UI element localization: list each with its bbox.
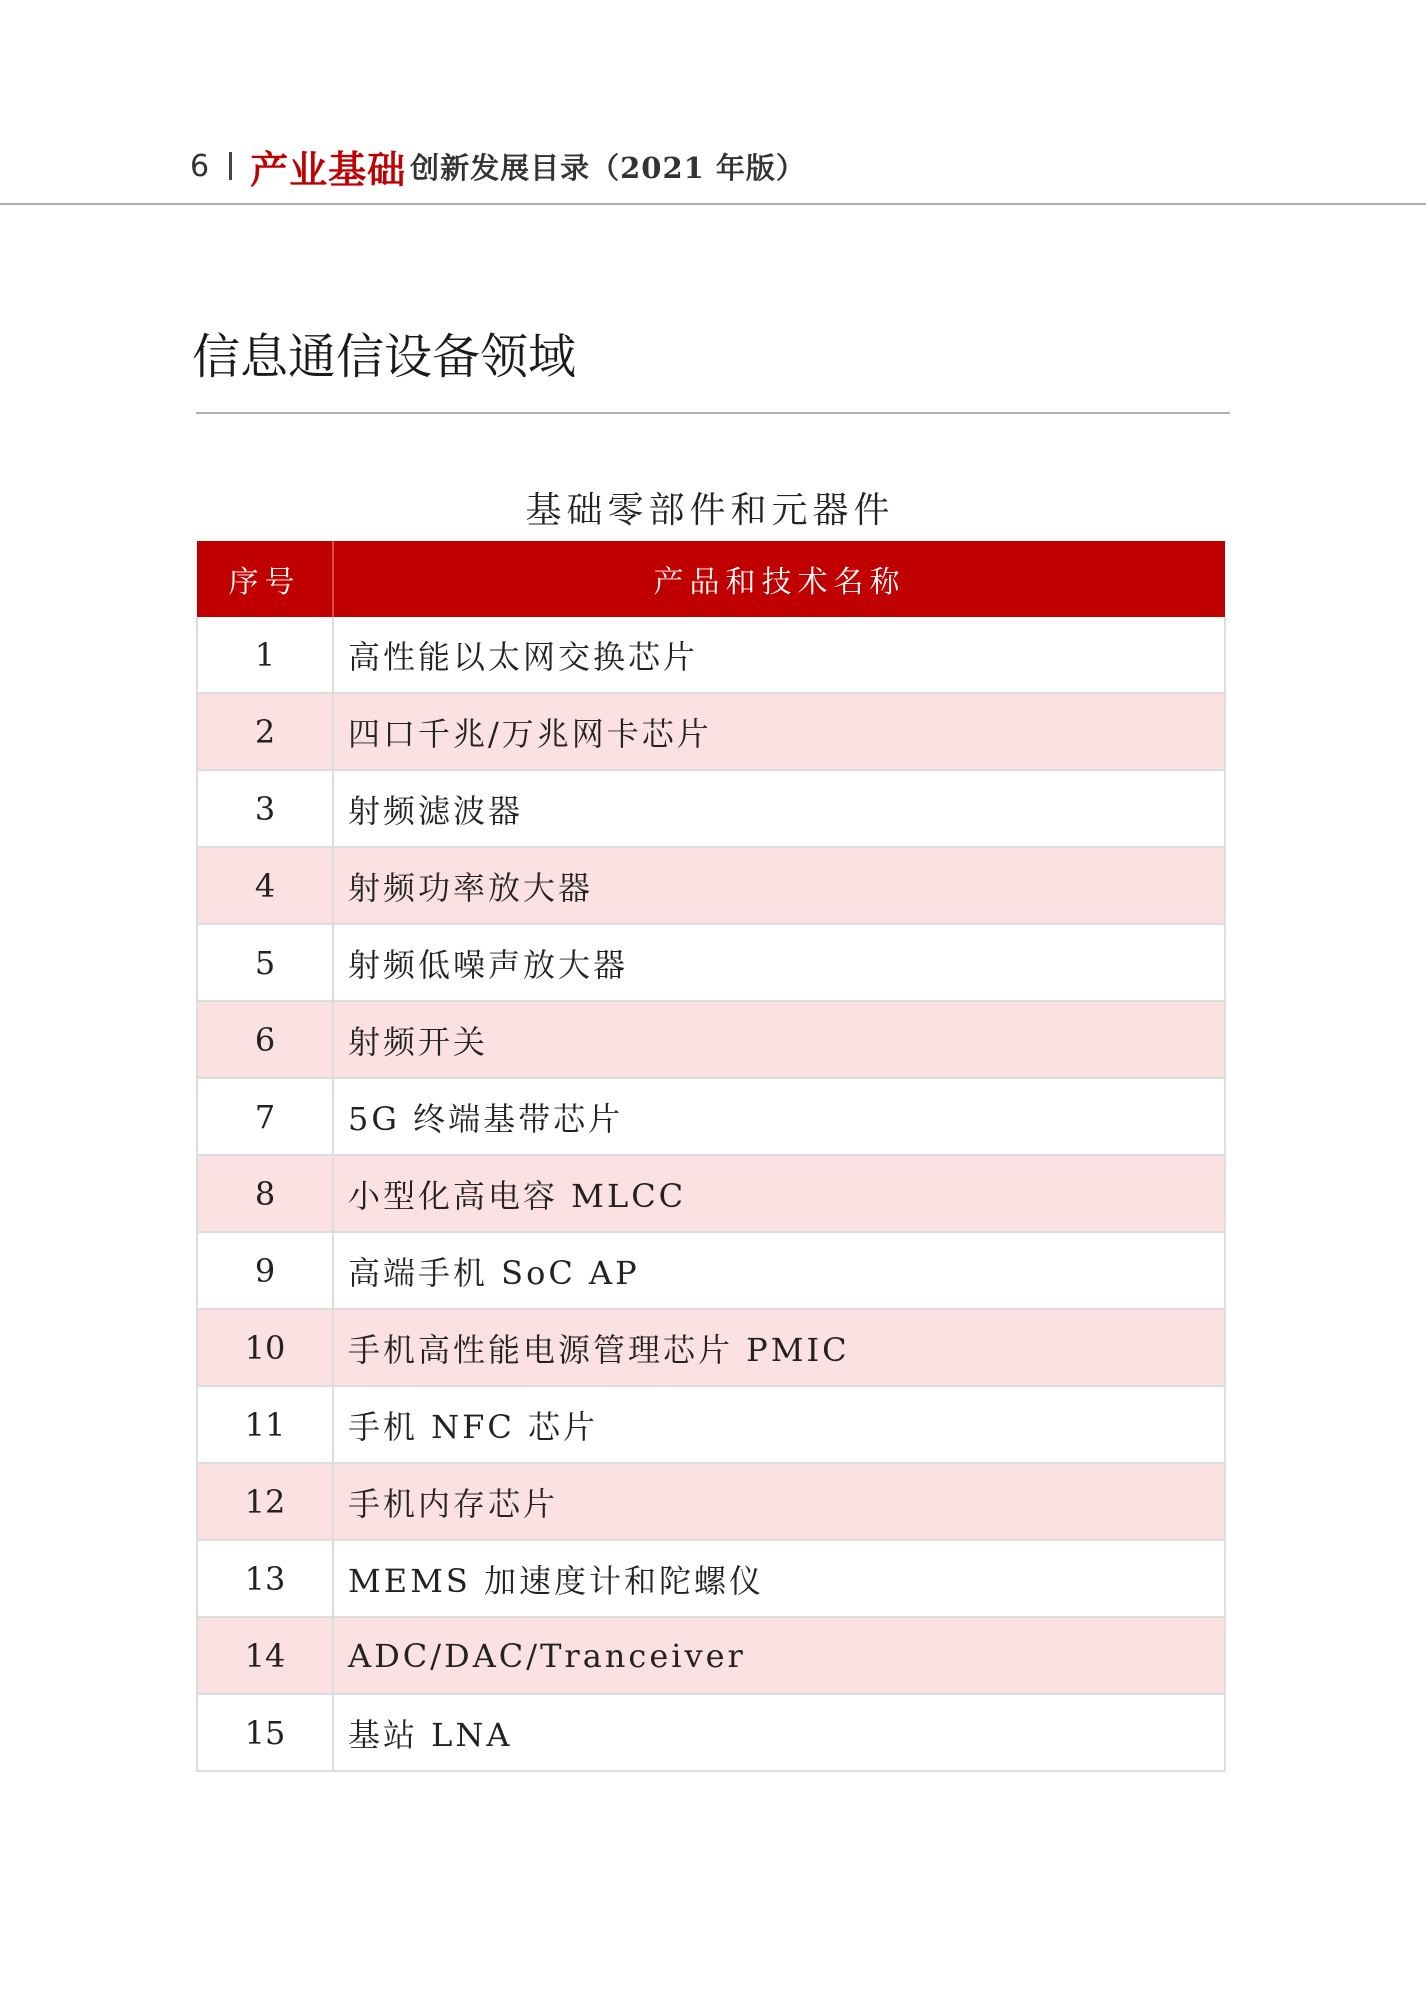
row-name: 射频低噪声放大器 — [333, 924, 1225, 1001]
row-number: 5 — [197, 924, 333, 1001]
row-number: 11 — [197, 1386, 333, 1463]
row-number: 6 — [197, 1001, 333, 1078]
row-name: 射频开关 — [333, 1001, 1225, 1078]
row-name: 基站 LNA — [333, 1694, 1225, 1771]
row-name: MEMS 加速度计和陀螺仪 — [333, 1540, 1225, 1617]
header-title-rest: 创新发展目录（2021 年版） — [410, 150, 806, 185]
row-name: 手机 NFC 芯片 — [333, 1386, 1225, 1463]
table-row — [197, 1309, 1225, 1386]
row-name: 四口千兆/万兆网卡芯片 — [333, 693, 1225, 770]
table-row — [197, 1617, 1225, 1694]
header-divider — [229, 152, 232, 180]
table-row — [197, 1386, 1225, 1463]
row-number: 9 — [197, 1232, 333, 1309]
row-name: 高端手机 SoC AP — [333, 1232, 1225, 1309]
row-name: 5G 终端基带芯片 — [333, 1078, 1225, 1155]
table-row — [197, 1463, 1225, 1540]
row-name: ADC/DAC/Tranceiver — [333, 1617, 1225, 1694]
row-number: 10 — [197, 1309, 333, 1386]
row-number: 7 — [197, 1078, 333, 1155]
table-row — [197, 847, 1225, 924]
row-name: 小型化高电容 MLCC — [333, 1155, 1225, 1232]
row-name: 射频功率放大器 — [333, 847, 1225, 924]
page-header — [190, 136, 806, 196]
table-row — [197, 770, 1225, 847]
row-number: 14 — [197, 1617, 333, 1694]
table-row — [197, 924, 1225, 1001]
row-name: 射频滤波器 — [333, 770, 1225, 847]
row-number: 1 — [197, 617, 333, 693]
table-row — [197, 617, 1225, 693]
table-header-row — [197, 541, 1225, 617]
row-number: 13 — [197, 1540, 333, 1617]
row-number: 3 — [197, 770, 333, 847]
table-row — [197, 1232, 1225, 1309]
page-number: 6 — [190, 148, 210, 184]
row-name: 高性能以太网交换芯片 — [333, 617, 1225, 693]
header-title-highlight: 产业基础 — [250, 146, 407, 192]
product-table — [196, 541, 1226, 1772]
table-row — [197, 1694, 1225, 1771]
table-caption: 基础零部件和元器件 — [525, 490, 895, 531]
row-name: 手机内存芯片 — [333, 1463, 1225, 1540]
row-number: 12 — [197, 1463, 333, 1540]
row-number: 8 — [197, 1155, 333, 1232]
section-rule — [196, 412, 1230, 414]
table-row — [197, 1001, 1225, 1078]
column-header-number: 序号 — [197, 541, 333, 617]
table-row — [197, 693, 1225, 770]
row-name: 手机高性能电源管理芯片 PMIC — [333, 1309, 1225, 1386]
row-number: 2 — [197, 693, 333, 770]
table-row — [197, 1540, 1225, 1617]
row-number: 4 — [197, 847, 333, 924]
row-number: 15 — [197, 1694, 333, 1771]
table-row — [197, 1155, 1225, 1232]
table-row — [197, 1078, 1225, 1155]
column-header-name: 产品和技术名称 — [333, 541, 1225, 617]
section-title: 信息通信设备领域 — [192, 329, 577, 385]
header-rule — [0, 203, 1426, 205]
